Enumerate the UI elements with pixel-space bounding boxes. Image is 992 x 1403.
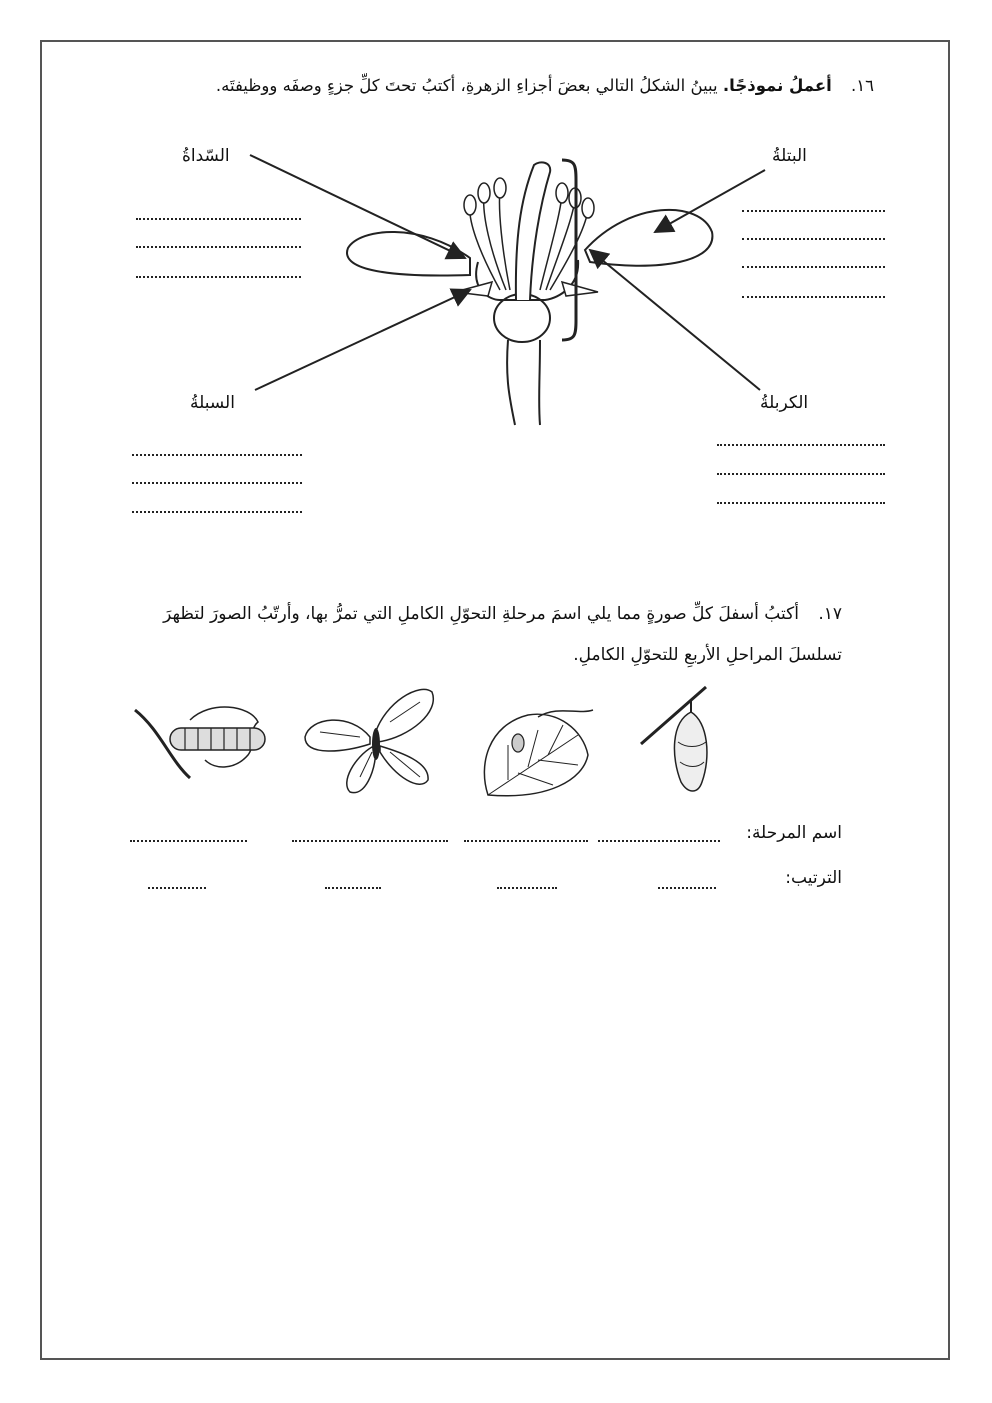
question-number: ١٦. bbox=[851, 76, 874, 95]
answer-line-sepal-2[interactable] bbox=[132, 482, 302, 484]
label-petal: البتلةُ bbox=[772, 146, 807, 166]
caterpillar-icon bbox=[130, 700, 270, 780]
label-sepal: السبلةُ bbox=[190, 393, 235, 413]
answer-line-carpel-2[interactable] bbox=[717, 473, 885, 475]
answer-line-sepal-1[interactable] bbox=[132, 454, 302, 456]
butterfly-icon bbox=[300, 682, 440, 797]
answer-line-stamen-1[interactable] bbox=[136, 218, 301, 220]
order-line-1[interactable] bbox=[148, 887, 206, 889]
question-17-line-1 bbox=[163, 604, 842, 624]
question-text: أكتبُ أسفلَ كلِّ صورةٍ مما يلي اسمَ مرحلةِ التحوّلِ الكاملِ التي تمرُّ بها، وأرتّبُ الصورَ لتظهرَ bbox=[163, 604, 799, 624]
answer-line-petal-1[interactable] bbox=[742, 210, 885, 212]
answer-line-carpel-1[interactable] bbox=[717, 444, 885, 446]
answer-line-sepal-3[interactable] bbox=[132, 511, 302, 513]
order-line-2[interactable] bbox=[325, 887, 381, 889]
question-intro: أعملُ نموذجًا. bbox=[722, 76, 832, 95]
stage-name-label: اسم المرحلة: bbox=[746, 823, 842, 843]
answer-line-petal-3[interactable] bbox=[742, 266, 885, 268]
question-number: ١٧. bbox=[818, 604, 842, 624]
stage-name-line-1[interactable] bbox=[130, 840, 247, 842]
label-stamen: السّداةُ bbox=[182, 146, 230, 166]
question-17-line-2: تسلسلَ المراحلِ الأربعِ للتحوّلِ الكاملِ. bbox=[573, 645, 842, 665]
answer-line-petal-2[interactable] bbox=[742, 238, 885, 240]
order-label: الترتيب: bbox=[785, 868, 842, 888]
stage-name-line-4[interactable] bbox=[598, 840, 720, 842]
order-line-4[interactable] bbox=[658, 887, 716, 889]
flower-diagram bbox=[0, 0, 992, 560]
chrysalis-icon bbox=[636, 682, 716, 802]
label-carpel: الكربلةُ bbox=[760, 393, 809, 413]
stage-name-line-2[interactable] bbox=[292, 840, 448, 842]
stage-name-line-3[interactable] bbox=[464, 840, 588, 842]
order-line-3[interactable] bbox=[497, 887, 557, 889]
answer-line-stamen-3[interactable] bbox=[136, 276, 301, 278]
answer-line-carpel-3[interactable] bbox=[717, 502, 885, 504]
question-text: يبينُ الشكلُ التالي بعضَ أجزاءِ الزهرةِ، أكتبُ تحتَ كلِّ جزءٍ وصفَه ووظيفتَه. bbox=[215, 76, 718, 95]
answer-line-petal-4[interactable] bbox=[742, 296, 885, 298]
egg-on-leaf-icon bbox=[478, 705, 598, 805]
answer-line-stamen-2[interactable] bbox=[136, 246, 301, 248]
